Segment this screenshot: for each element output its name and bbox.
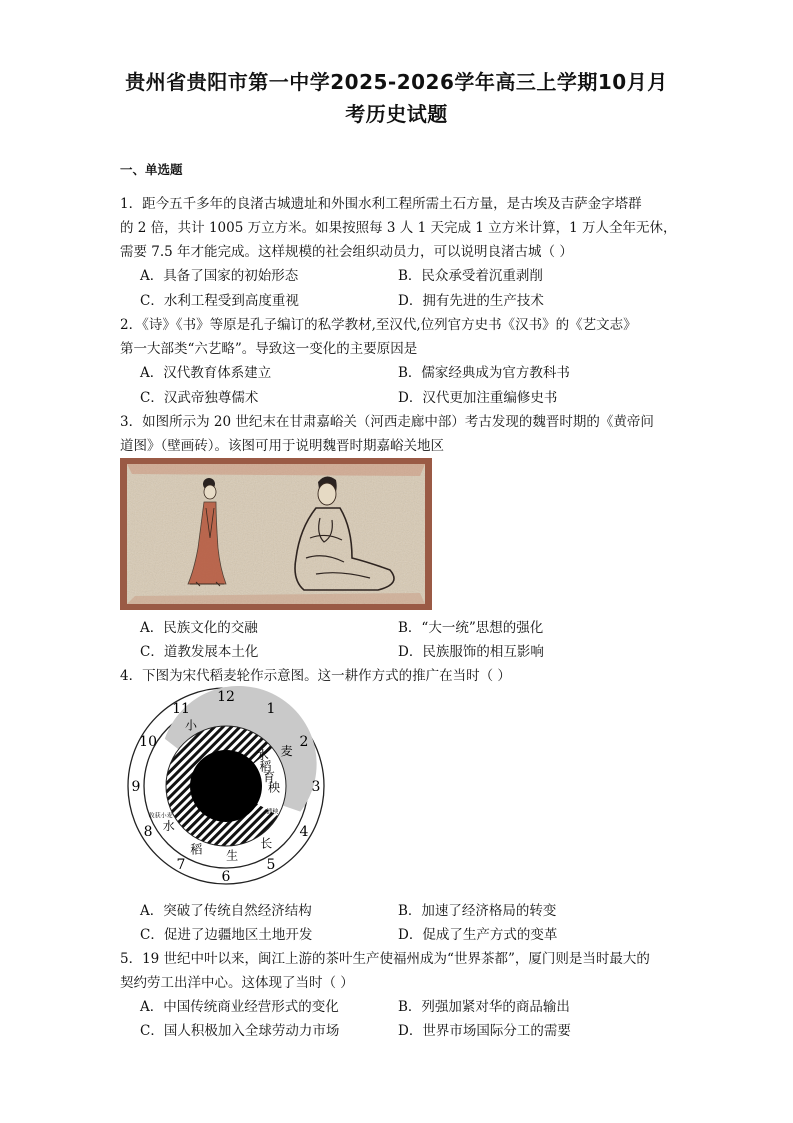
q1-stem-line-3: 需要 7.5 年才能完成。这样规模的社会组织动员力，可以说明良渚古城（ ）: [120, 244, 573, 260]
seedling-char-2: 育: [262, 769, 276, 784]
q3-option-c: C．道教发展本土化: [140, 644, 259, 660]
q4-option-a: A．突破了传统自然经济结构: [140, 903, 312, 919]
month-label-2: 2: [299, 734, 309, 750]
q4-option-b: B．加速了经济格局的转变: [398, 903, 557, 919]
wheat-start-label: 小: [184, 718, 198, 733]
q3-option-b: B．“大一统”思想的强化: [398, 620, 544, 636]
month-label-9: 9: [131, 779, 141, 795]
q4-option-c: C．促进了边疆地区土地开发: [140, 927, 313, 943]
q1-stem-line-2: 的 2 倍，共计 1005 万立方米。如果按照每 3 人 1 天完成 1 立方米计算，1 万人全年无休，: [120, 220, 677, 236]
q2-option-d: D．汉代更加注重编修史书: [398, 390, 558, 406]
q2-stem-line-1: 2．《诗》《书》等原是孔子编订的私学教材,至汉代,位列官方史书《汉书》的《艺文志》: [120, 317, 637, 333]
wheat-end-label: 麦: [280, 744, 293, 758]
q2-option-c: C．汉武帝独尊儒术: [140, 390, 259, 406]
q1-option-d: D．拥有先进的生产技术: [398, 293, 544, 309]
seedling-char-1: 稻: [259, 759, 272, 774]
month-label-5: 5: [266, 856, 276, 873]
q3-stem-line-2: 道图》（壁画砖）。该图可用于说明魏晋时期嘉峪关地区: [120, 438, 444, 454]
q5-stem-line-1: 5．19 世纪中叶以来，闽江上游的茶叶生产使福州成为“世界茶都”，厦门则是当时最大的: [120, 951, 650, 967]
growth-char-2: 生: [226, 848, 239, 863]
section-heading: 一、单选题: [120, 162, 183, 177]
month-label-10: 10: [139, 734, 158, 750]
month-label-12: 12: [217, 689, 235, 705]
exam-title-line-2: 考历史试题: [345, 102, 448, 126]
q2-option-a: A．汉代教育体系建立: [140, 365, 272, 381]
harvest-wheat-label: 收获小麦: [148, 812, 173, 820]
q2-option-b: B．儒家经典成为官方教科书: [398, 365, 570, 381]
growth-char-1: 稻: [190, 842, 203, 857]
growth-char-0: 水: [162, 819, 175, 834]
q5-stem-line-2: 契约劳工出洋中心。这体现了当时（ ）: [120, 975, 354, 991]
month-label-7: 7: [176, 856, 186, 873]
rotation-wheel-diagram: [126, 686, 326, 886]
seedling-char-3: 秧: [267, 780, 281, 795]
q1-option-b: B．民众承受着沉重剥削: [398, 268, 543, 284]
q2-stem-line-2: 第一大部类“六艺略”。导致这一变化的主要原因是: [120, 341, 418, 357]
q5-option-a: A．中国传统商业经营形式的变化: [140, 999, 339, 1015]
q4-stem-line-1: 4．下图为宋代稻麦轮作示意图。这一耕作方式的推广在当时（ ）: [120, 668, 511, 684]
month-label-8: 8: [143, 824, 153, 840]
q5-option-b: B．列强加紧对华的商品输出: [398, 999, 570, 1015]
month-label-1: 1: [266, 701, 276, 718]
q4-option-d: D．促成了生产方式的变革: [398, 927, 558, 943]
seedling-char-0: 水: [256, 748, 269, 763]
q5-option-c: C．国人积极加入全球劳动力市场: [140, 1023, 340, 1039]
month-label-4: 4: [299, 824, 309, 840]
q5-option-d: D．世界市场国际分工的需要: [398, 1023, 571, 1039]
month-label-6: 6: [221, 869, 231, 885]
exam-title-line-1: 贵州省贵阳市第一中学2025-2026学年高三上学期10月月: [125, 70, 668, 94]
transplant-label: 插秧: [266, 808, 279, 816]
q3-stem-line-1: 3．如图所示为 20 世纪末在甘肃嘉峪关（河西走廊中部）考古发现的魏晋时期的《黄帝问: [120, 414, 654, 430]
growth-char-3: 长: [260, 836, 273, 851]
q1-stem-line-1: 1．距今五千多年的良渚古城遗址和外围水利工程所需土石方量，是古埃及吉萨金字塔群: [120, 196, 642, 212]
q1-option-a: A．具备了国家的初始形态: [140, 268, 299, 284]
month-label-11: 11: [172, 701, 190, 718]
mural-brick-image: [120, 458, 432, 610]
month-label-3: 3: [311, 779, 321, 795]
q3-option-d: D．民族服饰的相互影响: [398, 644, 544, 660]
q3-option-a: A．民族文化的交融: [140, 620, 258, 636]
q1-option-c: C．水利工程受到高度重视: [140, 293, 299, 309]
